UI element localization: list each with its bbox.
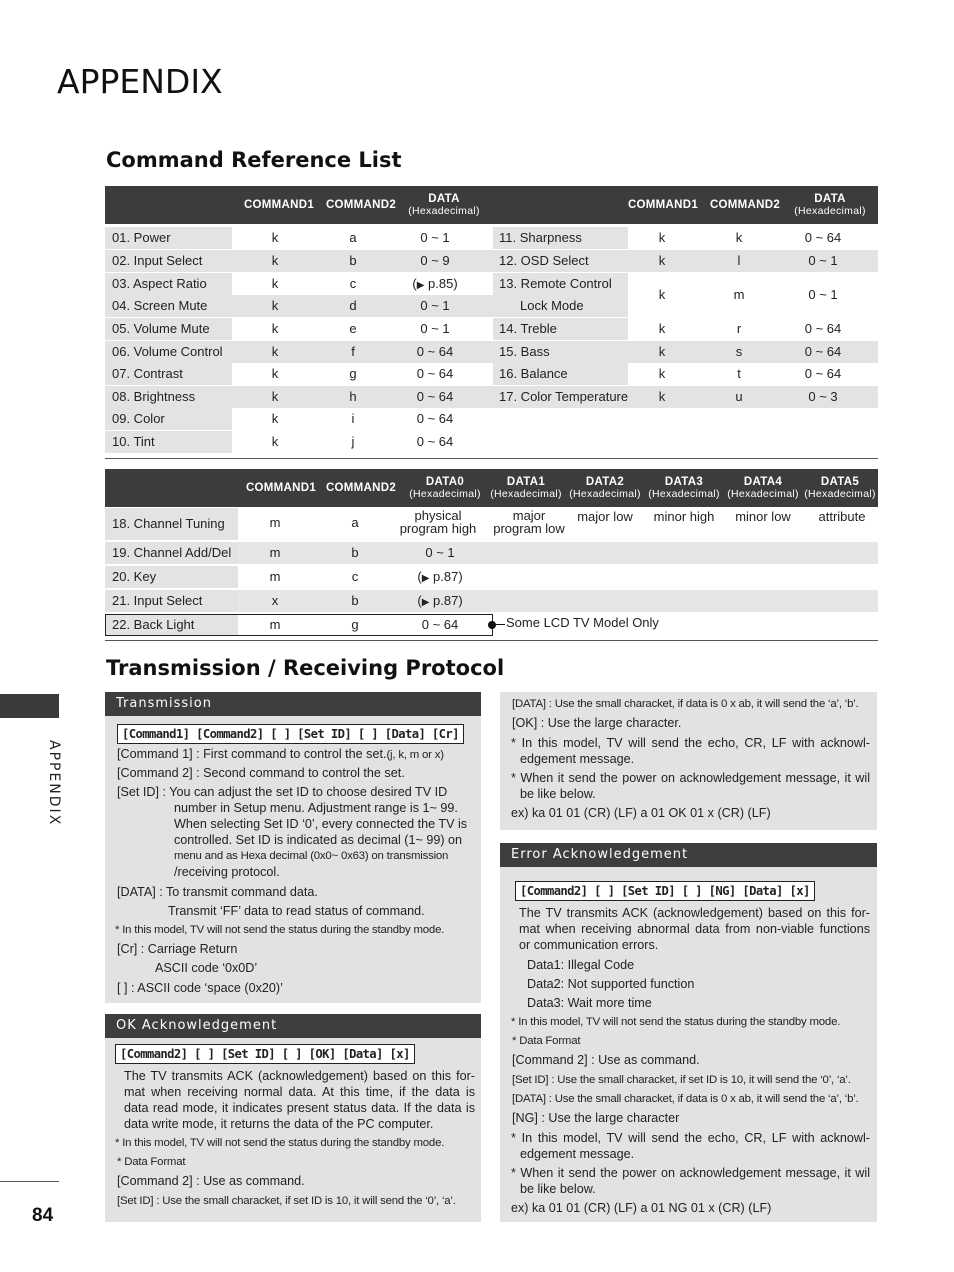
data0-value: physical program high [399, 508, 477, 536]
command2-value: a [351, 515, 359, 530]
command2-value: t [737, 366, 741, 381]
header2-data5: DATA5 (Hexadecimal) [804, 476, 876, 500]
command1-value: k [658, 230, 666, 245]
header2-command1: COMMAND1 [245, 482, 317, 494]
header2-data0: DATA0 (Hexadecimal) [409, 476, 481, 500]
data1-value: major program low [493, 508, 565, 536]
command1-value: k [271, 230, 279, 245]
text-line: * In this model, TV will send the echo, CR, LF with acknowl- [511, 1131, 870, 1145]
data-value: 0 ~ 64 [416, 389, 454, 404]
transmission-box [105, 692, 481, 1003]
table-rule-2 [105, 640, 878, 641]
text-line: [Set ID] : Use the small characket, if set ID is 10, it will send the ‘0’, ‘a’. [117, 1195, 456, 1207]
command2-value: d [349, 298, 357, 313]
text-line: data read mode, it indicates present status data. If the data is [124, 1101, 475, 1115]
header-command1-right: COMMAND1 [627, 199, 699, 211]
text-line: * In this model, TV will not send the status during the standby mode. [511, 1016, 841, 1028]
text-line: [OK] : Use the large character. [512, 716, 682, 730]
data-value: 0 ~ 64 [416, 366, 454, 381]
section-title-command-reference: Command Reference List [106, 148, 402, 172]
data-value: 0 ~ 9 [420, 253, 450, 268]
data-value: 0 ~ 64 [804, 366, 842, 381]
data-value: 0 ~ 1 [420, 230, 450, 245]
row-name: 19. Channel Add/Del [112, 545, 232, 560]
row-name: 02. Input Select [112, 253, 203, 268]
header2-data1: DATA1 (Hexadecimal) [490, 476, 562, 500]
command1-value: k [271, 344, 279, 359]
triangle-icon: ▶ [421, 597, 430, 608]
text-line: edgement message. [520, 1147, 635, 1161]
command2-value: i [351, 411, 355, 426]
command1-value: k [271, 434, 279, 449]
data-value: 0 ~ 64 [416, 344, 454, 359]
row-name: 09. Color [112, 411, 165, 426]
command2-value: k [735, 230, 743, 245]
text-line: [Command 2] : Second command to control the set. [117, 766, 405, 780]
connector-line [495, 624, 505, 625]
text-line: The TV transmits ACK (acknowledgement) based on this for- [519, 906, 870, 920]
command2-value: e [349, 321, 357, 336]
connector-dot [488, 621, 496, 629]
divider [0, 1181, 59, 1182]
row-name: 13. Remote Control [499, 276, 612, 291]
ok-ack-heading: OK Acknowledgement [105, 1014, 481, 1038]
row-name: 01. Power [112, 230, 171, 245]
some-lcd-note: Some LCD TV Model Only [506, 615, 659, 630]
error-command-format: [Command2] [ ] [Set ID] [ ] [NG] [Data] [x] [515, 881, 815, 901]
data-value: 0 ~ 64 [804, 230, 842, 245]
command2-value: f [351, 344, 355, 359]
backlight-outline [105, 614, 493, 636]
row-name: 21. Input Select [112, 593, 203, 608]
row-name: 11. Sharpness [499, 230, 582, 245]
side-tab [0, 694, 59, 718]
row-name: 18. Channel Tuning [112, 516, 225, 531]
text-line: * When it send the power on acknowledgement message, it wil [511, 771, 870, 785]
text-line: mat when receiving normal data. At this time, if the data is [124, 1085, 475, 1099]
row-name: 14. Treble [499, 321, 557, 336]
command1-value: k [658, 253, 666, 268]
command2-value: u [735, 389, 743, 404]
command2-value: b [351, 545, 359, 560]
command2-value: a [349, 230, 357, 245]
text-line: be like below. [520, 787, 596, 801]
header-data: DATA (Hexadecimal) [408, 193, 480, 217]
row-name-cont: Lock Mode [520, 298, 584, 313]
text-line: * In this model, TV will not send the status during the standby mode. [115, 924, 445, 936]
triangle-icon: ▶ [416, 280, 425, 291]
text-line: Transmit ‘FF’ data to read status of command. [168, 904, 425, 918]
row-name: 07. Contrast [112, 366, 183, 381]
header2-data4: DATA4 (Hexadecimal) [727, 476, 799, 500]
error-ack-box [500, 843, 877, 1222]
text-line: /receiving protocol. [174, 865, 280, 879]
data-value: 0 ~ 3 [808, 389, 838, 404]
text-line: When selecting Set ID ‘0’, every connected the TV is [174, 817, 468, 831]
command1-value: m [269, 569, 281, 584]
command2-value: r [736, 321, 742, 336]
text-line: * Data Format [512, 1035, 581, 1047]
transmission-command-format: [Command1] [Command2] [ ] [Set ID] [ ] [Data] [Cr] [117, 724, 464, 744]
command1-value: k [271, 298, 279, 313]
text-line: ex) ka 01 01 (CR) (LF) a 01 NG 01 x (CR) (LF) [511, 1201, 772, 1215]
table-header-2 [105, 469, 878, 507]
command1-value: k [271, 366, 279, 381]
header-command2: COMMAND2 [325, 199, 397, 211]
command2-value: c [351, 569, 359, 584]
header2-data3: DATA3 (Hexadecimal) [648, 476, 720, 500]
text-line: controlled. Set ID is indicated as decimal (1~ 99) on [174, 833, 463, 847]
section-title-protocol: Transmission / Receiving Protocol [106, 656, 505, 680]
data-value: 0 ~ 64 [804, 344, 842, 359]
text-line: [Set ID] : You can adjust the set ID to choose desired TV ID [117, 785, 448, 799]
row-name: 04. Screen Mute [112, 298, 208, 313]
row-name: 08. Brightness [112, 389, 196, 404]
command-table-2 [105, 469, 878, 639]
data0-value: 0 ~ 64 [421, 617, 459, 632]
command1-value: m [269, 515, 281, 530]
row-name: 03. Aspect Ratio [112, 276, 207, 291]
data0-value: 0 ~ 1 [425, 545, 455, 560]
row-name: 05. Volume Mute [112, 321, 210, 336]
data-value: 0 ~ 64 [416, 434, 454, 449]
command2-value: g [351, 617, 359, 632]
ok-ack-box [105, 1014, 481, 1222]
command2-value: l [737, 253, 741, 268]
data2-value: major low [577, 509, 633, 524]
command1-value: m [269, 617, 281, 632]
command1-value: m [269, 545, 281, 560]
command2-value: m [733, 287, 745, 302]
data5-value: attribute [818, 509, 866, 524]
triangle-icon: ▶ [421, 573, 430, 584]
data-value: (▶ p.85) [412, 276, 458, 291]
text-line: [Cr] : Carriage Return [117, 942, 238, 956]
ok-command-format: [Command2] [ ] [Set ID] [ ] [OK] [Data] [x] [115, 1044, 415, 1064]
data-value: 0 ~ 64 [804, 321, 842, 336]
command2-value: j [351, 434, 355, 449]
text-line: ASCII code ‘0x0D’ [155, 961, 258, 975]
text-line: menu and as Hexa decimal (0x0~ 0x63) on transmission [174, 850, 449, 862]
text-line: edgement message. [520, 752, 635, 766]
data0-value: (▶ p.87) [417, 569, 463, 584]
row-name: 16. Balance [499, 366, 568, 381]
text-line: [NG] : Use the large character [512, 1111, 680, 1125]
row-name: 10. Tint [112, 434, 155, 449]
header-command1: COMMAND1 [243, 199, 315, 211]
text-line: * In this model, TV will send the echo, CR, LF with acknowl- [511, 736, 870, 750]
command1-value: k [271, 321, 279, 336]
data3-value: minor high [653, 509, 715, 524]
text-line: * When it send the power on acknowledgement message, it wil [511, 1166, 870, 1180]
header2-data2: DATA2 (Hexadecimal) [569, 476, 641, 500]
ok-ack-continued-box [500, 692, 877, 830]
text-line: [Command 1] : First command to control the set.(j, k, m or x) [117, 747, 444, 761]
text-line: number in Setup menu. Adjustment range is 1~ 99. [174, 801, 458, 815]
table-header [105, 186, 878, 224]
text-line: or communication errors. [519, 938, 659, 952]
command2-value: b [349, 253, 357, 268]
command1-value: x [271, 593, 279, 608]
text-line: * In this model, TV will not send the status during the standby mode. [115, 1137, 445, 1149]
row-name: 17. Color Temperature [499, 389, 629, 404]
header2-command2: COMMAND2 [325, 482, 397, 494]
command2-value: c [349, 276, 357, 291]
text-line: [Command 2] : Use as command. [117, 1174, 305, 1188]
command2-value: b [351, 593, 359, 608]
row-name: 12. OSD Select [499, 253, 589, 268]
text-line: ex) ka 01 01 (CR) (LF) a 01 OK 01 x (CR) (LF) [511, 806, 771, 820]
table-rule [105, 458, 878, 459]
text-line: The TV transmits ACK (acknowledgement) based on this for- [124, 1069, 475, 1083]
header-command2-right: COMMAND2 [709, 199, 781, 211]
command1-value: k [658, 287, 666, 302]
data-value: 0 ~ 1 [808, 253, 838, 268]
page-title: APPENDIX [57, 62, 223, 101]
data-value: 0 ~ 64 [416, 411, 454, 426]
text-line: mat when receiving abnormal data from non-viable functions [519, 922, 870, 936]
page-number: 84 [32, 1205, 54, 1226]
text-line: data write mode, it returns the data of the PC computer. [124, 1117, 434, 1131]
text-line: be like below. [520, 1182, 596, 1196]
row-name: 22. Back Light [112, 617, 195, 632]
error-ack-heading: Error Acknowledgement [500, 843, 877, 867]
command1-value: k [271, 411, 279, 426]
command1-value: k [658, 344, 666, 359]
text-line: [DATA] : To transmit command data. [117, 885, 318, 899]
text-line: [Set ID] : Use the small characket, if set ID is 10, it will send the ‘0’, ‘a’. [512, 1074, 851, 1086]
command2-value: h [349, 389, 357, 404]
transmission-heading: Transmission [105, 692, 481, 716]
command2-value: s [735, 344, 743, 359]
command1-value: k [271, 253, 279, 268]
command1-value: k [658, 321, 666, 336]
row-name: 15. Bass [499, 344, 550, 359]
row-name: 06. Volume Control [112, 344, 223, 359]
text-line: [Command 2] : Use as command. [512, 1053, 700, 1067]
side-label: APPENDIX [46, 740, 62, 827]
command1-value: k [271, 276, 279, 291]
command2-value: g [349, 366, 357, 381]
text-line: Data1: Illegal Code [527, 958, 635, 972]
text-line: [DATA] : Use the small characket, if data is 0 x ab, it will send the ‘a’, ‘b’. [512, 1093, 859, 1105]
command1-value: k [271, 389, 279, 404]
text-line: [ ] : ASCII code ‘space (0x20)’ [117, 981, 283, 995]
data0-value: (▶ p.87) [417, 593, 463, 608]
text-line: [DATA] : Use the small characket, if data is 0 x ab, it will send the ‘a’, ‘b’. [512, 698, 859, 710]
data-value: 0 ~ 1 [808, 287, 838, 302]
text-line: Data2: Not supported function [527, 977, 695, 991]
command1-value: k [658, 366, 666, 381]
command-table-1 [105, 186, 878, 456]
data-value: 0 ~ 1 [420, 321, 450, 336]
text-line: * Data Format [117, 1156, 186, 1168]
command1-value: k [658, 389, 666, 404]
row-name: 20. Key [112, 569, 157, 584]
data4-value: minor low [735, 509, 791, 524]
text-line: Data3: Wait more time [527, 996, 652, 1010]
header-data-right: DATA (Hexadecimal) [794, 193, 866, 217]
data-value: 0 ~ 1 [420, 298, 450, 313]
